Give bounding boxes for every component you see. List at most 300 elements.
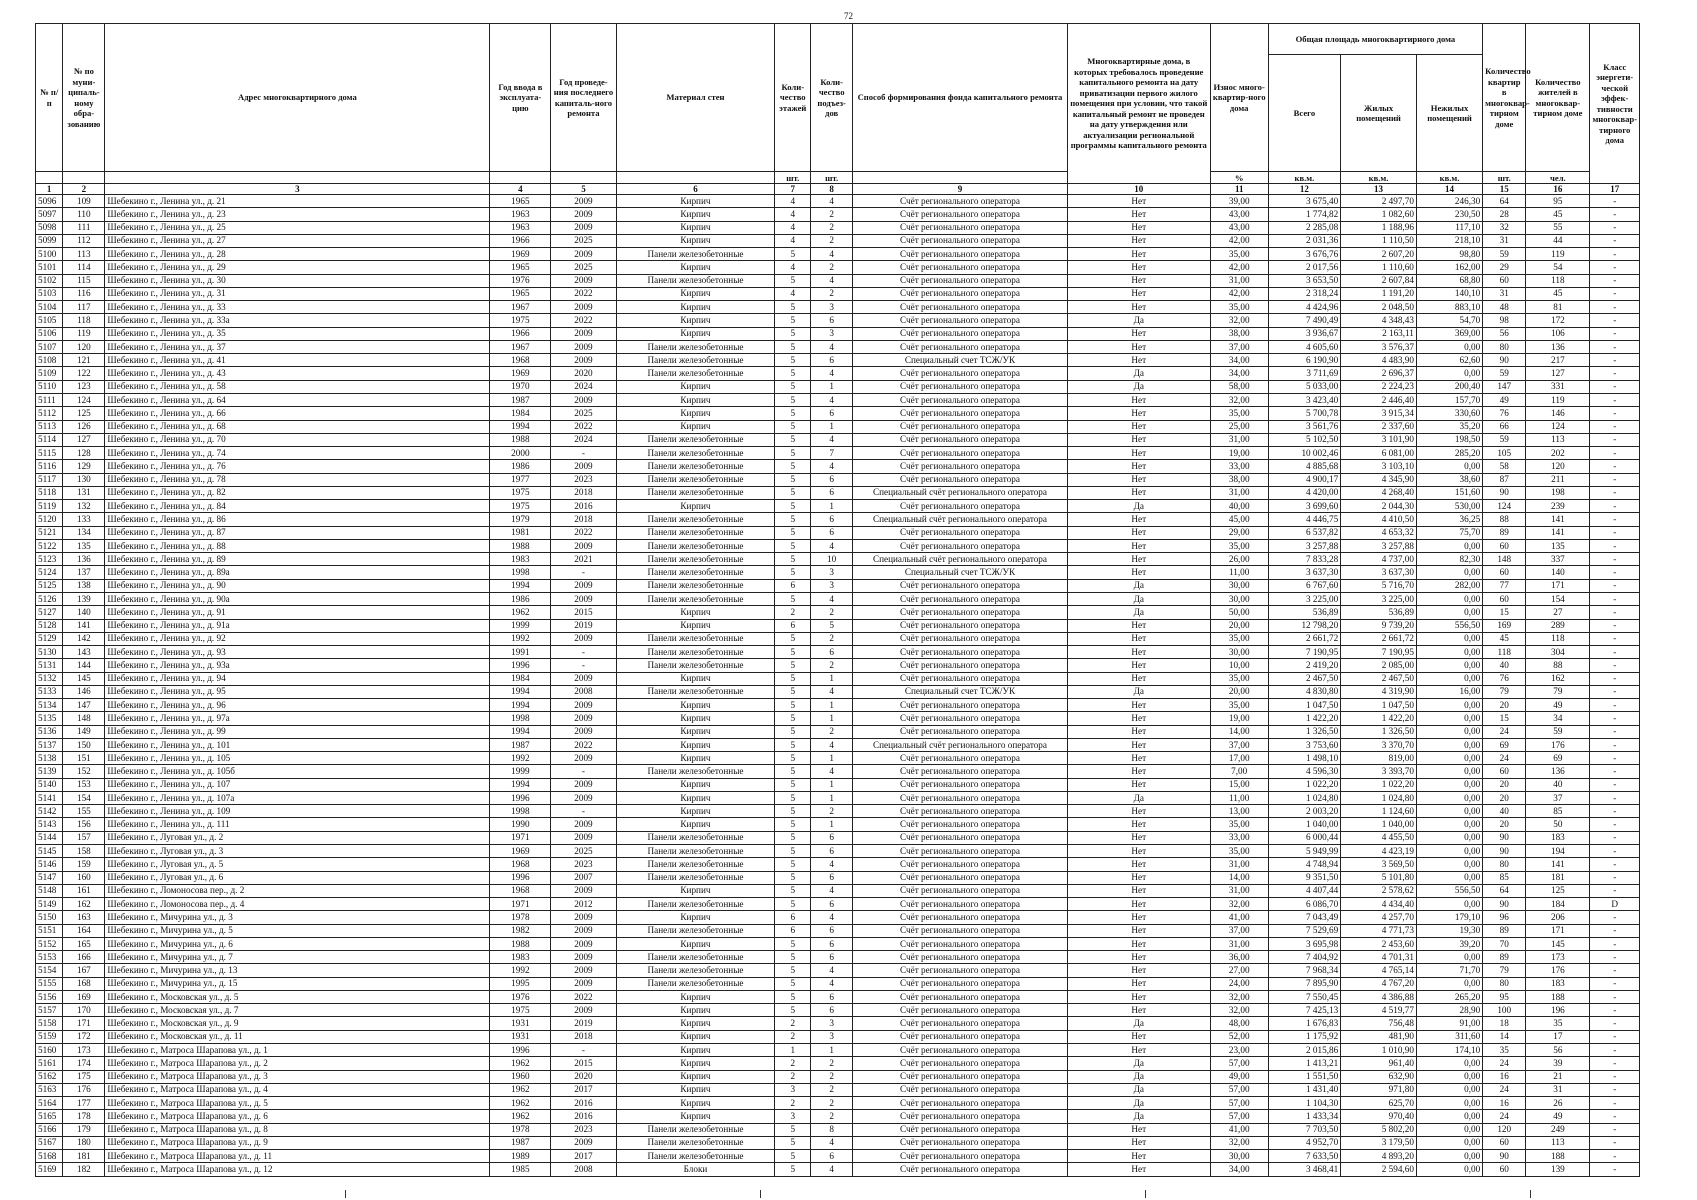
- table-cell: 5: [775, 340, 811, 353]
- table-cell: 556,50: [1416, 619, 1482, 632]
- table-cell: Панели железобетонные: [616, 924, 775, 937]
- table-cell: 1962: [490, 1110, 551, 1123]
- table-cell: 176: [1526, 738, 1590, 751]
- table-cell: Шебекино г., Ленина ул., д. 27: [105, 234, 490, 247]
- table-cell: 2: [811, 805, 853, 818]
- table-cell: 69: [1526, 752, 1590, 765]
- table-cell: 0,00: [1416, 340, 1482, 353]
- table-cell: 20: [1483, 791, 1526, 804]
- table-cell: 6: [811, 486, 853, 499]
- table-cell: 4: [775, 221, 811, 234]
- table-cell: -: [1590, 1150, 1640, 1163]
- table-cell: Шебекино г., Ленина ул., д. 33а: [105, 314, 490, 327]
- table-cell: 4 737,00: [1341, 553, 1417, 566]
- table-cell: 10 002,46: [1268, 447, 1341, 460]
- table-row: [36, 1004, 1640, 1017]
- table-cell: 5114: [36, 433, 63, 446]
- table-cell: 246,30: [1416, 195, 1482, 208]
- table-cell: 2: [811, 1110, 853, 1123]
- table-cell: 3 569,50: [1341, 858, 1417, 871]
- table-cell: Да: [1067, 314, 1210, 327]
- table-cell: 4 348,43: [1341, 314, 1417, 327]
- table-cell: 2009: [551, 221, 616, 234]
- table-cell: 1960: [490, 1070, 551, 1083]
- table-cell: 970,40: [1341, 1110, 1417, 1123]
- table-cell: Счёт регионального оператора: [853, 845, 1068, 858]
- table-cell: Шебекино г., Ленина ул., д. 82: [105, 486, 490, 499]
- table-cell: 2009: [551, 977, 616, 990]
- table-cell: 124: [63, 393, 105, 406]
- table-row: [36, 712, 1640, 725]
- unit-col7: шт.: [775, 172, 811, 184]
- table-cell: 4 423,19: [1341, 845, 1417, 858]
- table-cell: 2 696,37: [1341, 367, 1417, 380]
- table-cell: 5: [775, 752, 811, 765]
- table-cell: Кирпич: [616, 420, 775, 433]
- column-number: 12: [1268, 184, 1341, 195]
- table-cell: 3 637,30: [1341, 566, 1417, 579]
- scan-mark: [1530, 1190, 1531, 1198]
- table-cell: 118: [1526, 632, 1590, 645]
- table-cell: 5158: [36, 1017, 63, 1030]
- table-cell: 1 433,34: [1268, 1110, 1341, 1123]
- table-cell: 3 699,60: [1268, 500, 1341, 513]
- table-cell: 35,00: [1210, 845, 1268, 858]
- table-cell: Кирпич: [616, 1070, 775, 1083]
- table-cell: -: [1590, 977, 1640, 990]
- table-cell: Кирпич: [616, 805, 775, 818]
- header-col14: Нежилых помещений: [1416, 55, 1482, 172]
- table-cell: 5096: [36, 195, 63, 208]
- table-cell: -: [1590, 805, 1640, 818]
- table-cell: 1: [811, 752, 853, 765]
- scan-mark: [760, 1190, 761, 1198]
- table-cell: 6: [811, 951, 853, 964]
- table-cell: 4 345,90: [1341, 473, 1417, 486]
- table-cell: 128: [63, 447, 105, 460]
- table-cell: Шебекино г., Ленина ул., д. 93а: [105, 659, 490, 672]
- table-cell: 35,00: [1210, 632, 1268, 645]
- table-cell: Шебекино г., Ленина ул., д. 92: [105, 632, 490, 645]
- table-cell: 4: [811, 592, 853, 605]
- unit-col3: [105, 172, 490, 184]
- table-cell: Панели железобетонные: [616, 433, 775, 446]
- table-cell: Специальный счёт регионального оператора: [853, 486, 1068, 499]
- table-cell: 249: [1526, 1123, 1590, 1136]
- table-cell: 5143: [36, 818, 63, 831]
- table-cell: 330,60: [1416, 407, 1482, 420]
- table-cell: 1984: [490, 407, 551, 420]
- table-cell: 4: [811, 738, 853, 751]
- table-cell: 79: [1483, 964, 1526, 977]
- table-cell: 5100: [36, 248, 63, 261]
- table-cell: 530,00: [1416, 500, 1482, 513]
- table-cell: 32,00: [1210, 898, 1268, 911]
- table-cell: 7 833,28: [1268, 553, 1341, 566]
- table-cell: Кирпич: [616, 234, 775, 247]
- table-cell: -: [1590, 725, 1640, 738]
- header-col12: Всего: [1268, 55, 1341, 172]
- table-cell: 17,00: [1210, 752, 1268, 765]
- table-cell: Панели железобетонные: [616, 1150, 775, 1163]
- table-cell: 218,10: [1416, 234, 1482, 247]
- table-cell: Нет: [1067, 1163, 1210, 1176]
- table-cell: 31,00: [1210, 274, 1268, 287]
- table-row: [36, 845, 1640, 858]
- table-cell: Счёт регионального оператора: [853, 831, 1068, 844]
- table-cell: Счёт регионального оператора: [853, 1083, 1068, 1096]
- table-cell: 2015: [551, 1057, 616, 1070]
- table-cell: 2: [775, 1070, 811, 1083]
- unit-col11: %: [1210, 172, 1268, 184]
- table-cell: 16: [1483, 1070, 1526, 1083]
- table-cell: 106: [1526, 327, 1590, 340]
- table-cell: 0,00: [1416, 1083, 1482, 1096]
- table-cell: 5156: [36, 990, 63, 1003]
- table-cell: 6: [811, 871, 853, 884]
- table-cell: 2009: [551, 393, 616, 406]
- table-cell: -: [1590, 553, 1640, 566]
- table-cell: 2019: [551, 619, 616, 632]
- table-cell: -: [1590, 1163, 1640, 1176]
- table-cell: 80: [1483, 858, 1526, 871]
- table-cell: 3 675,40: [1268, 195, 1341, 208]
- table-cell: 76: [1483, 407, 1526, 420]
- table-cell: 1 082,60: [1341, 208, 1417, 221]
- table-cell: 154: [1526, 592, 1590, 605]
- table-cell: 27,00: [1210, 964, 1268, 977]
- table-cell: 132: [63, 500, 105, 513]
- table-cell: 49: [1526, 699, 1590, 712]
- table-cell: 1988: [490, 937, 551, 950]
- header-col1: № п/п: [36, 24, 63, 172]
- table-cell: 756,48: [1341, 1017, 1417, 1030]
- table-cell: 1975: [490, 314, 551, 327]
- table-cell: 5130: [36, 646, 63, 659]
- table-cell: Нет: [1067, 513, 1210, 526]
- table-cell: 29: [1483, 261, 1526, 274]
- table-cell: 5125: [36, 579, 63, 592]
- table-cell: 5: [775, 553, 811, 566]
- table-cell: 5: [775, 592, 811, 605]
- table-cell: 24: [1483, 1083, 1526, 1096]
- table-cell: 111: [63, 221, 105, 234]
- table-row: [36, 871, 1640, 884]
- table-cell: 96: [1483, 911, 1526, 924]
- table-cell: Счёт регионального оператора: [853, 248, 1068, 261]
- table-cell: 59: [1483, 248, 1526, 261]
- table-cell: -: [551, 659, 616, 672]
- table-cell: 5: [775, 898, 811, 911]
- table-cell: 26: [1526, 1097, 1590, 1110]
- table-row: [36, 725, 1640, 738]
- table-cell: 217: [1526, 354, 1590, 367]
- table-cell: 1 010,90: [1341, 1044, 1417, 1057]
- table-cell: 0,00: [1416, 539, 1482, 552]
- table-cell: 5169: [36, 1163, 63, 1176]
- header-col6: Материал стен: [616, 24, 775, 172]
- table-cell: 5: [775, 725, 811, 738]
- table-cell: 179,10: [1416, 911, 1482, 924]
- table-cell: 1992: [490, 632, 551, 645]
- table-cell: 8: [811, 1123, 853, 1136]
- table-cell: 0,00: [1416, 791, 1482, 804]
- table-cell: 6: [811, 1004, 853, 1017]
- table-cell: 4: [775, 287, 811, 300]
- table-cell: 31,00: [1210, 884, 1268, 897]
- table-cell: Панели железобетонные: [616, 340, 775, 353]
- table-cell: Кирпич: [616, 884, 775, 897]
- table-cell: 157,70: [1416, 393, 1482, 406]
- table-cell: 24: [1483, 1057, 1526, 1070]
- table-cell: 24: [1483, 1110, 1526, 1123]
- table-cell: 171: [63, 1017, 105, 1030]
- table-cell: 4 519,77: [1341, 1004, 1417, 1017]
- table-cell: 1967: [490, 340, 551, 353]
- table-cell: 6: [811, 1150, 853, 1163]
- table-cell: Панели железобетонные: [616, 526, 775, 539]
- table-cell: Нет: [1067, 1150, 1210, 1163]
- table-cell: 5148: [36, 884, 63, 897]
- table-cell: 35,00: [1210, 301, 1268, 314]
- table-cell: 5113: [36, 420, 63, 433]
- table-cell: 0,00: [1416, 898, 1482, 911]
- table-cell: 2024: [551, 380, 616, 393]
- table-cell: 30,00: [1210, 646, 1268, 659]
- table-cell: Счёт регионального оператора: [853, 712, 1068, 725]
- table-cell: 18: [1483, 1017, 1526, 1030]
- table-cell: Шебекино г., Мичурина ул., д. 7: [105, 951, 490, 964]
- table-cell: Панели железобетонные: [616, 964, 775, 977]
- table-cell: Да: [1067, 1057, 1210, 1070]
- unit-col8: шт.: [811, 172, 853, 184]
- table-cell: 2: [811, 632, 853, 645]
- table-cell: 0,00: [1416, 818, 1482, 831]
- table-cell: Кирпич: [616, 606, 775, 619]
- table-cell: Нет: [1067, 301, 1210, 314]
- table-cell: Счёт регионального оператора: [853, 1044, 1068, 1057]
- table-cell: 42,00: [1210, 261, 1268, 274]
- table-cell: 10: [811, 553, 853, 566]
- table-cell: 5134: [36, 699, 63, 712]
- table-cell: 4: [811, 765, 853, 778]
- scan-mark: [345, 1190, 346, 1198]
- table-cell: Нет: [1067, 738, 1210, 751]
- table-cell: 31,00: [1210, 486, 1268, 499]
- table-cell: 5: [775, 685, 811, 698]
- table-cell: Шебекино г., Ленина ул., д. 28: [105, 248, 490, 261]
- table-cell: 1981: [490, 526, 551, 539]
- table-cell: Счёт регионального оператора: [853, 818, 1068, 831]
- table-cell: Нет: [1067, 526, 1210, 539]
- table-cell: Счёт регионального оператора: [853, 367, 1068, 380]
- table-cell: 35: [1526, 1017, 1590, 1030]
- table-cell: 35,00: [1210, 699, 1268, 712]
- table-cell: 1 326,50: [1341, 725, 1417, 738]
- table-cell: Счёт регионального оператора: [853, 924, 1068, 937]
- table-cell: 5: [775, 566, 811, 579]
- table-row: [36, 699, 1640, 712]
- table-cell: 1 326,50: [1268, 725, 1341, 738]
- column-number: 10: [1067, 184, 1210, 195]
- table-cell: 2 318,24: [1268, 287, 1341, 300]
- table-cell: 188: [1526, 1150, 1590, 1163]
- table-cell: Счёт регионального оператора: [853, 433, 1068, 446]
- table-cell: Шебекино г., Матроса Шарапова ул., д. 2: [105, 1057, 490, 1070]
- table-cell: 116: [63, 287, 105, 300]
- table-cell: 27: [1526, 606, 1590, 619]
- table-cell: Счёт регионального оператора: [853, 725, 1068, 738]
- table-cell: 137: [63, 566, 105, 579]
- header-col13: Жилых помещений: [1341, 55, 1417, 172]
- table-row: [36, 738, 1640, 751]
- table-cell: 4: [811, 1163, 853, 1176]
- table-cell: 1: [811, 712, 853, 725]
- table-row: [36, 805, 1640, 818]
- header-col17: Класс энергети-ческой эффек-тивности многоквар-тирного дома: [1590, 24, 1640, 184]
- table-cell: 120: [63, 340, 105, 353]
- table-cell: 0,00: [1416, 1150, 1482, 1163]
- table-cell: 6: [811, 513, 853, 526]
- table-cell: Панели железобетонные: [616, 1136, 775, 1149]
- table-cell: 5: [775, 964, 811, 977]
- table-cell: 164: [63, 924, 105, 937]
- table-cell: 181: [63, 1150, 105, 1163]
- table-cell: Панели железобетонные: [616, 367, 775, 380]
- table-cell: 32,00: [1210, 314, 1268, 327]
- table-cell: Нет: [1067, 725, 1210, 738]
- table-cell: 5112: [36, 407, 63, 420]
- table-cell: Шебекино г., Ленина ул., д. 74: [105, 447, 490, 460]
- table-cell: 39,20: [1416, 937, 1482, 950]
- table-cell: 2009: [551, 274, 616, 287]
- table-cell: 45: [1526, 208, 1590, 221]
- table-cell: 1970: [490, 380, 551, 393]
- column-number: 9: [853, 184, 1068, 195]
- table-cell: 2: [811, 234, 853, 247]
- table-cell: 5166: [36, 1123, 63, 1136]
- table-cell: 162: [63, 898, 105, 911]
- table-cell: Кирпич: [616, 1057, 775, 1070]
- table-cell: 2 661,72: [1341, 632, 1417, 645]
- table-cell: Шебекино г., Ленина ул., д. 96: [105, 699, 490, 712]
- table-cell: 142: [63, 632, 105, 645]
- table-cell: 1999: [490, 619, 551, 632]
- table-cell: 146: [1526, 407, 1590, 420]
- table-cell: 21: [1526, 1070, 1590, 1083]
- scan-mark: [1145, 1190, 1146, 1198]
- table-cell: Панели железобетонные: [616, 951, 775, 964]
- table-cell: 24: [1483, 725, 1526, 738]
- table-cell: 481,90: [1341, 1030, 1417, 1043]
- table-cell: 3 257,88: [1341, 539, 1417, 552]
- table-cell: Счёт регионального оператора: [853, 1136, 1068, 1149]
- table-cell: Кирпич: [616, 1044, 775, 1057]
- table-cell: 145: [1526, 937, 1590, 950]
- table-cell: Счёт регионального оператора: [853, 420, 1068, 433]
- table-cell: 5145: [36, 845, 63, 858]
- table-cell: -: [1590, 1083, 1640, 1096]
- table-row: [36, 566, 1640, 579]
- table-row: [36, 1136, 1640, 1149]
- table-cell: 90: [1483, 486, 1526, 499]
- table-cell: 3 257,88: [1268, 539, 1341, 552]
- table-cell: -: [551, 805, 616, 818]
- table-cell: Шебекино г., Ленина ул., д. 29: [105, 261, 490, 274]
- table-cell: 127: [1526, 367, 1590, 380]
- table-cell: 90: [1483, 1150, 1526, 1163]
- table-cell: 5: [775, 539, 811, 552]
- table-cell: 1994: [490, 579, 551, 592]
- table-row: [36, 1097, 1640, 1110]
- table-cell: 89: [1483, 924, 1526, 937]
- table-cell: 117: [63, 301, 105, 314]
- table-cell: 3 225,00: [1268, 592, 1341, 605]
- table-cell: 289: [1526, 619, 1590, 632]
- table-cell: 1992: [490, 964, 551, 977]
- table-cell: 5103: [36, 287, 63, 300]
- table-cell: 0,00: [1416, 1123, 1482, 1136]
- table-cell: -: [1590, 314, 1640, 327]
- table-cell: 60: [1483, 1163, 1526, 1176]
- table-cell: Да: [1067, 500, 1210, 513]
- table-cell: 6 081,00: [1341, 447, 1417, 460]
- table-cell: 5131: [36, 659, 63, 672]
- table-cell: Кирпич: [616, 791, 775, 804]
- table-cell: 5: [775, 977, 811, 990]
- table-cell: -: [1590, 924, 1640, 937]
- table-cell: 1969: [490, 248, 551, 261]
- table-cell: Нет: [1067, 195, 1210, 208]
- table-cell: 0,00: [1416, 592, 1482, 605]
- table-cell: 6: [811, 831, 853, 844]
- table-cell: Нет: [1067, 234, 1210, 247]
- table-cell: 109: [63, 195, 105, 208]
- table-row: [36, 964, 1640, 977]
- table-cell: 151: [63, 752, 105, 765]
- table-cell: 98: [1483, 314, 1526, 327]
- table-cell: 0,00: [1416, 460, 1482, 473]
- table-cell: 2007: [551, 871, 616, 884]
- table-cell: 5: [775, 380, 811, 393]
- table-row: [36, 858, 1640, 871]
- table-cell: Кирпич: [616, 261, 775, 274]
- table-cell: 119: [1526, 248, 1590, 261]
- table-cell: 5098: [36, 221, 63, 234]
- table-cell: 1978: [490, 1123, 551, 1136]
- table-cell: Шебекино г., Ленина ул., д. 94: [105, 672, 490, 685]
- table-cell: 2009: [551, 195, 616, 208]
- table-cell: 2 015,86: [1268, 1044, 1341, 1057]
- table-cell: Кирпич: [616, 208, 775, 221]
- table-cell: 37: [1526, 791, 1590, 804]
- table-cell: Счёт регионального оператора: [853, 1150, 1068, 1163]
- table-row: [36, 248, 1640, 261]
- table-row: [36, 606, 1640, 619]
- table-cell: Нет: [1067, 884, 1210, 897]
- table-cell: 35,00: [1210, 407, 1268, 420]
- table-cell: 4: [775, 234, 811, 247]
- table-cell: 2 224,23: [1341, 380, 1417, 393]
- table-cell: 2022: [551, 287, 616, 300]
- table-cell: 5: [775, 672, 811, 685]
- table-cell: 64: [1483, 884, 1526, 897]
- table-cell: 88: [1483, 513, 1526, 526]
- table-cell: Шебекино г., Ленина ул., д. 99: [105, 725, 490, 738]
- table-cell: 35,00: [1210, 672, 1268, 685]
- table-cell: 1 104,30: [1268, 1097, 1341, 1110]
- table-cell: 42,00: [1210, 234, 1268, 247]
